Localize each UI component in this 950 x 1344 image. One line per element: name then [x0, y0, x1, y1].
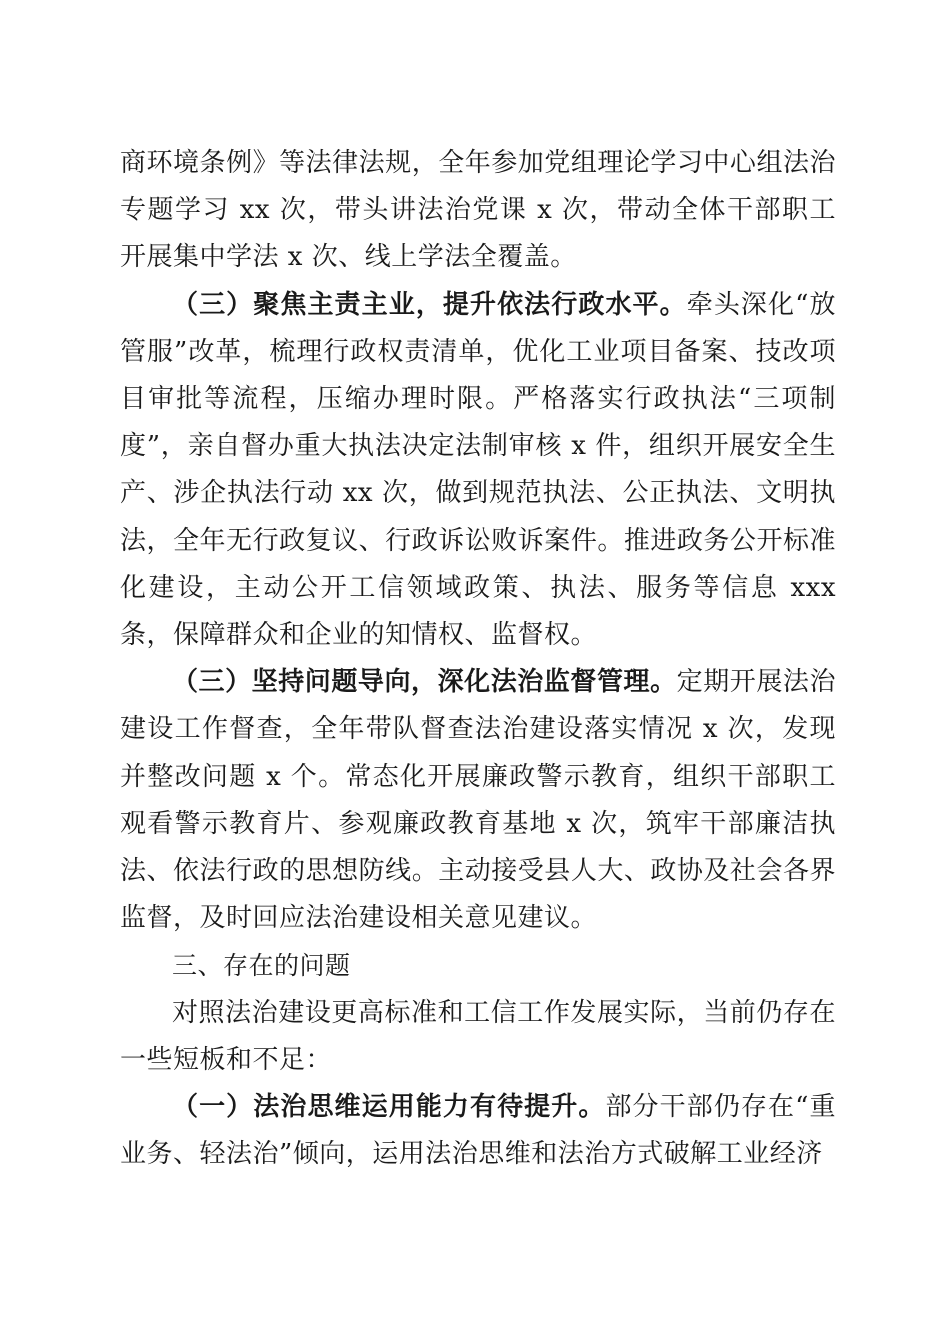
paragraph-problem-one [120, 1084, 836, 1178]
section-heading-problems: 三、存在的问题 [172, 951, 351, 981]
paragraph-study-summary: 商环境条例》等法律法规，全年参加党组理论学习中心组法治专题学习 xx 次，带头讲法治党课 x 次，带动全体干部职工开展集中学法 x 次、线上学法全覆盖。 [120, 148, 836, 273]
paragraph-supervision [120, 659, 836, 942]
paragraph-administration [120, 282, 836, 660]
document-page [120, 140, 836, 1178]
paragraph-body-supervision: 定期开展法治建设工作督查，全年带队督查法治建设落实情况 x 次，发现并整改问题 x 个。常态化开展廉政警示教育，组织干部职工观看警示教育片、参观廉政教育基地 x 次，筑牢干部廉洁执法、依法行政的思想防线。主动接受县人大、政协及社会各界监督，及时回应法治建设相关意见建议。 [120, 667, 836, 934]
paragraph-lead-administration: （三）聚焦主责主业，提升依法行政水平。 [172, 289, 687, 320]
paragraph-lead-supervision: （三）坚持问题导向，深化法治监督管理。 [172, 667, 677, 698]
paragraph-lead-problem-one: （一）法治思维运用能力有待提升。 [172, 1092, 606, 1123]
paragraph-body-problem-one: 部分干部仍存在“重业务、轻法治”倾向，运用法治思维和法治方式破解工业经济 [120, 1092, 836, 1170]
paragraph-body-administration: 牵头深化“放管服”改革，梳理行政权责清单，优化工业项目备案、技改项目审批等流程，压缩办理时限。严格落实行政执法“三项制度”，亲自督办重大执法决定法制审核 x 件，组织开展安全生产、涉企执法行动 xx 次，做到规范执法、公正执法、文明执法，全年无行政复议、行政诉讼败诉案件。推进政务公开标准化建设，主动公开工信领域政策、执法、服务等信息 xxx 条，保障群众和企业的知情权、监督权。 [120, 289, 836, 651]
paragraph-problems-intro: 对照法治建设更高标准和工信工作发展实际，当前仍存在一些短板和不足： [120, 997, 836, 1075]
